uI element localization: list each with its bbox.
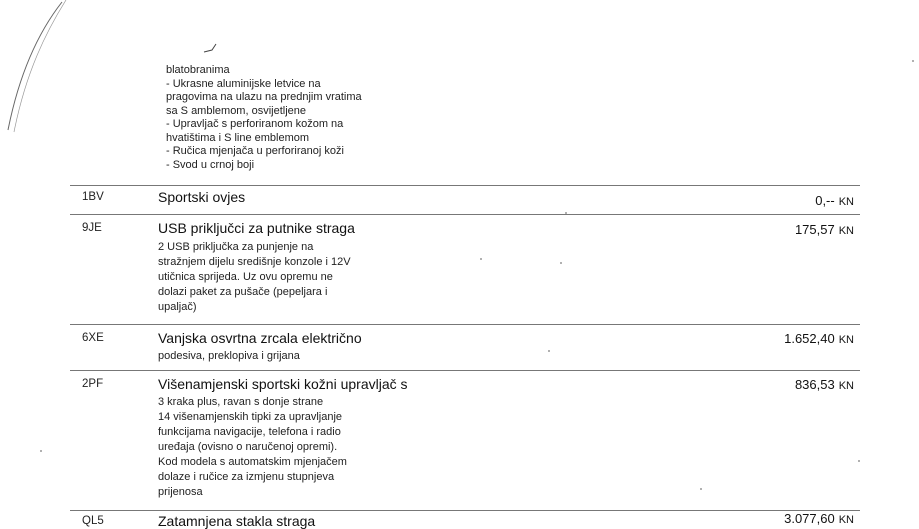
intro-line: pragovima na ulazu na prednjim vratima <box>166 91 362 103</box>
price-value: 3.077,60 <box>784 511 835 526</box>
scan-speck <box>565 212 567 214</box>
scan-speck <box>912 60 914 62</box>
price-currency: KN <box>838 196 854 208</box>
description-line: podesiva, preklopiva i grijana <box>158 350 300 362</box>
item-row-6xe <box>70 329 860 369</box>
intro-line: sa S amblemom, osvijetljene <box>166 104 307 117</box>
description-line: funkcijama navigacije, telefona i radio <box>158 426 341 438</box>
description-line: dolazi paket za pušače (pepeljara i <box>158 286 328 298</box>
item-price <box>784 511 854 526</box>
description-line: dolaze i ručice za izmjenu stupnjeva <box>158 471 335 483</box>
item-title: Višenamjenski sportski kožni upravljač s <box>158 376 408 392</box>
item-description <box>158 395 347 500</box>
scan-speck <box>40 450 42 452</box>
item-code: 9JE <box>82 222 102 234</box>
intro-text-block <box>166 64 362 172</box>
description-line: 2 USB priključka za punjenje na <box>158 241 314 253</box>
item-price <box>815 193 854 208</box>
item-code: 2PF <box>82 378 104 390</box>
intro-line: - Ukrasne aluminijske letvice na <box>166 77 321 90</box>
scan-speck <box>560 262 562 264</box>
intro-line: - Svod u crnoj boji <box>166 158 255 171</box>
price-currency: KN <box>838 514 854 526</box>
item-row-ql5 <box>70 513 860 527</box>
item-price <box>784 331 854 346</box>
row-divider <box>70 214 860 215</box>
item-title: USB priključci za putnike straga <box>158 220 355 236</box>
item-title: Vanjska osvrtna zrcala električno <box>158 330 362 346</box>
description-line: utičnica sprijeda. Uz ovu opremu ne <box>158 271 333 283</box>
row-divider <box>70 370 860 371</box>
scan-speck <box>480 258 482 260</box>
price-currency: KN <box>838 334 854 346</box>
description-line: upaljač) <box>158 301 197 313</box>
price-value: 175,57 <box>794 222 835 237</box>
intro-line: - Ručica mjenjača u perforiranoj koži <box>166 145 344 157</box>
row-divider <box>70 185 860 186</box>
pen-mark <box>200 40 220 59</box>
item-row-1bv <box>70 189 860 211</box>
description-line: stražnjem dijelu središnje konzole i 12V <box>158 256 351 268</box>
row-divider <box>70 324 860 325</box>
scan-speck <box>548 350 550 352</box>
price-value: 1.652,40 <box>784 331 835 346</box>
description-line: Kod modela s automatskim mjenjačem <box>158 456 347 468</box>
item-code: QL5 <box>82 515 104 527</box>
price-currency: KN <box>838 225 854 237</box>
price-value: 836,53 <box>794 377 835 392</box>
scan-speck <box>858 460 860 462</box>
scan-edge-curve <box>0 0 80 140</box>
item-description <box>158 349 300 364</box>
description-line: 3 kraka plus, ravan s donje strane <box>158 396 324 408</box>
intro-line: blatobranima <box>166 64 230 76</box>
description-line: uređaja (ovisno o naručenoj opremi). <box>158 441 338 453</box>
description-line: prijenosa <box>158 486 203 498</box>
item-row-2pf <box>70 375 860 510</box>
item-title: Sportski ovjes <box>158 189 246 205</box>
row-divider <box>70 510 860 511</box>
intro-line: hvatištima i S line emblemom <box>166 131 310 144</box>
price-value: 0,-- <box>815 193 835 208</box>
item-price <box>795 377 854 392</box>
item-title: Zatamnjena stakla straga <box>158 513 316 529</box>
scan-speck <box>700 488 702 490</box>
description-line: 14 višenamjenskih tipki za upravljanje <box>158 411 343 423</box>
item-code: 1BV <box>82 191 104 203</box>
price-currency: KN <box>838 380 854 392</box>
item-price <box>795 222 854 237</box>
intro-line: - Upravljač s perforiranom kožom na <box>166 118 344 130</box>
item-code: 6XE <box>82 332 104 344</box>
item-row-9je <box>70 219 860 319</box>
item-description <box>158 240 351 315</box>
